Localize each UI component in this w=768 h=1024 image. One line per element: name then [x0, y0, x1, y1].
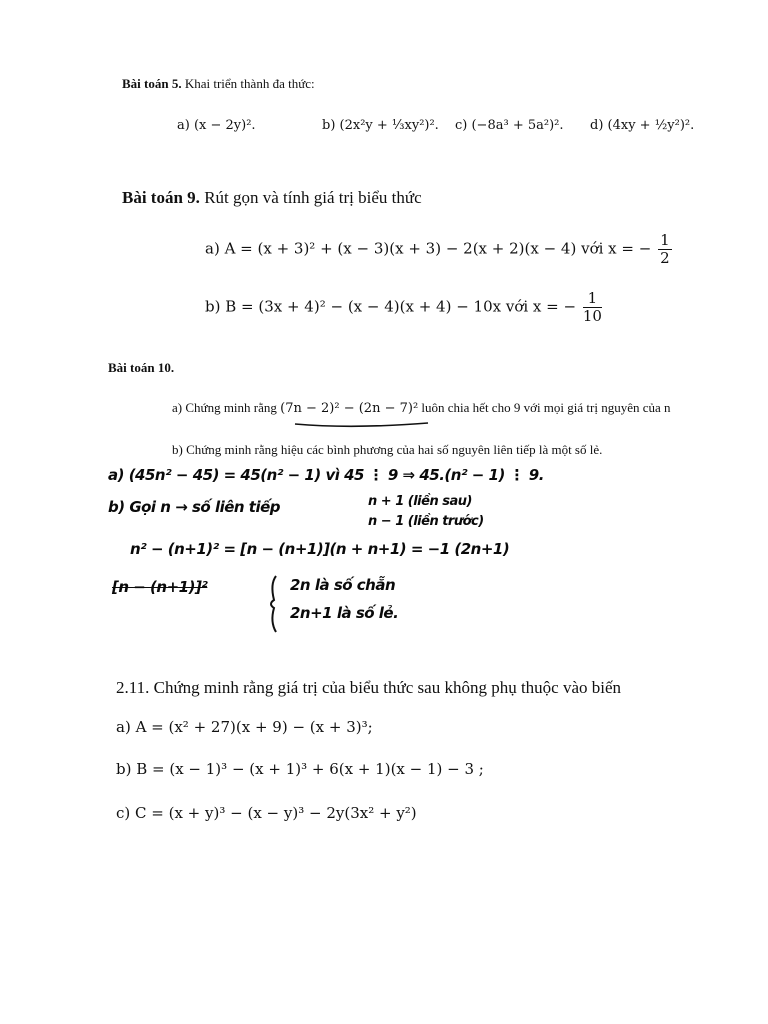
problem9-b-num: 1	[583, 290, 602, 308]
handwriting-line-4: [n − (n+1)]²	[112, 578, 208, 596]
problem10-heading: Bài toán 10.	[108, 360, 175, 375]
handwriting-line-5: 2n là số chẵn	[290, 576, 396, 594]
problem5-item-b: b) (2x²y + ⅓xy²)².	[322, 118, 439, 133]
problem9-a-expr: a) A = (x + 3)² + (x − 3)(x + 3) − 2(x + 2)(x − 4) với x = −	[205, 239, 652, 258]
handwriting-line-6: 2n+1 là số lẻ.	[290, 604, 399, 622]
problem5-title-line	[122, 76, 315, 92]
handwriting-bracket-top: n + 1 (liền sau)	[368, 494, 472, 509]
problem5-item-c: c) (−8a³ + 5a²)².	[455, 118, 564, 133]
problem9-a-num: 1	[660, 231, 670, 249]
problem10-a-expr: (7n − 2)² − (2n − 7)²	[280, 401, 419, 416]
handwriting-line-2: b) Gọi n → số liên tiếp	[108, 498, 281, 516]
handwriting-bracket-bottom: n − 1 (liền trước)	[368, 514, 484, 529]
problem9-item-b	[205, 290, 602, 325]
problem9-b-fraction	[583, 290, 602, 325]
problem10-a-prefix: a) Chứng minh rằng	[172, 400, 277, 415]
problem9-b-expr: b) B = (3x + 4)² − (x − 4)(x + 4) − 10x với x = −	[205, 297, 577, 316]
problem10-a-suffix: luôn chia hết cho 9 với mọi giá trị nguyên của n	[421, 400, 671, 415]
problem5-item-a: a) (x − 2y)².	[177, 118, 256, 133]
problem9-title: Rút gọn và tính giá trị biểu thức	[204, 188, 422, 207]
problem9-item-a	[205, 232, 672, 267]
problem5-heading: Bài toán 5.	[122, 76, 182, 91]
hand-brace-mark	[266, 574, 286, 634]
problem10-item-a	[172, 400, 671, 416]
handwriting-line-1: a) (45n² − 45) = 45(n² − 1) vì 45 ⋮ 9 ⇒ 45.(n² − 1) ⋮ 9.	[108, 466, 544, 484]
problem9-a-den: 2	[660, 249, 670, 267]
problem10-item-b: b) Chứng minh rằng hiệu các bình phương của hai số nguyên liên tiếp là một số lẻ.	[172, 442, 603, 457]
handwriting-line-3: n² − (n+1)² = [n − (n+1)](n + n+1) = −1 (2n+1)	[130, 540, 510, 558]
problem9-title-line	[122, 188, 422, 208]
problem211-item-c: c) C = (x + y)³ − (x − y)³ − 2y(3x² + y²)	[116, 804, 417, 822]
problem211-item-a: a) A = (x² + 27)(x + 9) − (x + 3)³;	[116, 718, 373, 736]
problem211-heading: 2.11. Chứng minh rằng giá trị của biểu thức sau không phụ thuộc vào biến	[116, 678, 622, 697]
problem9-a-fraction	[658, 232, 672, 267]
problem9-heading: Bài toán 9.	[122, 188, 200, 207]
problem9-b-den: 10	[582, 307, 602, 325]
problem5-item-d: d) (4xy + ½y²)².	[590, 118, 695, 133]
underline-mark	[293, 420, 433, 430]
problem211-item-b: b) B = (x − 1)³ − (x + 1)³ + 6(x + 1)(x − 1) − 3 ;	[116, 760, 484, 778]
problem5-title: Khai triển thành đa thức:	[184, 76, 315, 91]
